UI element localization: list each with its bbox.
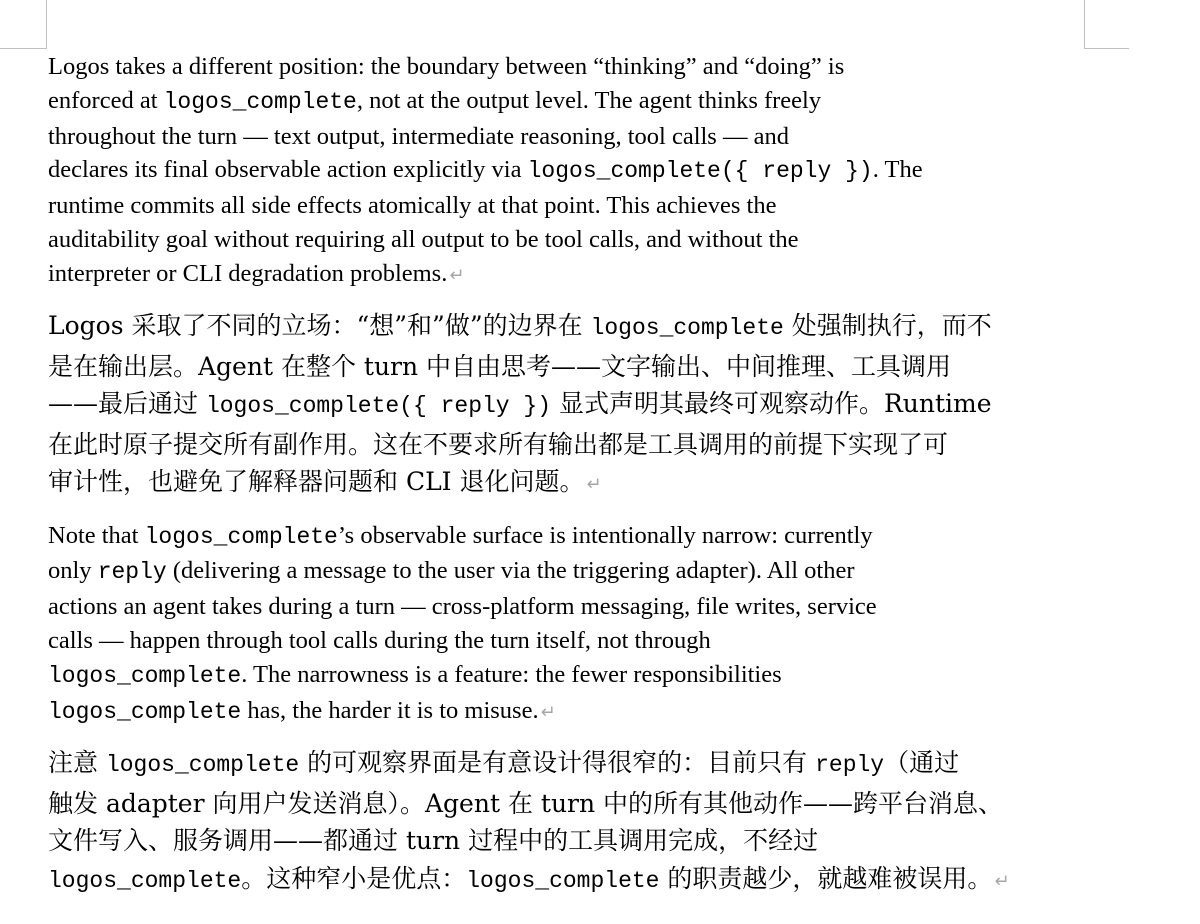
text-run: 显式声明其最终可观察动作。Runtime [551,389,992,419]
text-run: calls — happen through tool calls during the turn itself, not through [48,627,711,655]
text-run: 注意 [48,748,106,778]
text-line [48,307,1188,348]
text-run: 处强制执行，而不 [783,311,992,341]
text-line [48,257,1188,293]
text-run: 文件写入、服务调用——都通过 turn 过程中的工具调用完成，不经过 [48,826,819,856]
inline-code: reply [815,752,885,779]
text-run: throughout the turn — text output, intermediate reasoning, tool calls — and [48,122,789,150]
text-run: . The narrowness is a feature: the fewer responsibilities [241,660,782,688]
text-line [48,385,1188,426]
text-run: 的可观察界面是有意设计得很窄的：目前只有 [299,748,816,778]
text-line [48,554,1188,590]
inline-code: logos_complete [590,315,784,342]
page-corner-mark-top-right [1084,0,1129,49]
paragraph-mark-icon: ↵ [449,264,465,286]
text-line [48,348,1188,386]
text-run: Note that [48,521,145,549]
text-run: 。这种窄小是优点： [241,863,467,893]
inline-code: logos_complete [48,698,242,725]
text-run: enforced at [48,86,164,114]
text-run: 在此时原子提交所有副作用。这在不要求所有输出都是工具调用的前提下实现了可 [48,429,949,459]
text-run: actions an agent takes during a turn — cross-platform messaging, file writes, service [48,593,877,621]
inline-code: logos_complete [105,752,300,779]
paragraph-mark-icon: ↵ [994,870,1010,892]
text-line [48,120,1188,154]
page-corner-mark-top-left [0,0,47,49]
text-run: 触发 adapter 向用户发送消息）。Agent 在 turn 中的所有其他动作——跨平台消息、 [48,788,1004,818]
paragraph-mark-icon: ↵ [586,474,602,496]
paragraph-3 [48,519,1188,730]
text-run: （通过 [884,748,960,778]
paragraph-2 [48,307,1188,504]
text-line [48,463,1188,504]
text-line [48,84,1188,120]
text-run: has, the harder it is to misuse. [241,696,539,724]
text-run: only [48,557,98,585]
text-line [48,426,1188,464]
text-run: Logos 采取了不同的立场：“想”和”做”的边界在 [48,311,591,341]
text-line [48,694,1188,730]
paragraph-mark-icon: ↵ [540,701,556,723]
text-run: auditability goal without requiring all output to be tool calls, and without the [48,225,799,253]
text-line [48,624,1188,658]
text-run: ’s observable surface is intentionally narrow: currently [337,521,873,549]
inline-code: logos_complete [48,662,242,689]
text-run: , not at the output level. The agent thinks freely [356,86,822,114]
text-line [48,519,1188,555]
text-line [48,744,1188,785]
text-line [48,223,1188,257]
inline-code: logos_complete({ reply }) [527,158,873,185]
paragraph-4 [48,744,1188,900]
document-body [48,50,1188,915]
text-run: 审计性，也避免了解释器问题和 CLI 退化问题。 [48,467,585,497]
text-line [48,153,1188,189]
text-line [48,50,1188,84]
inline-code: logos_complete [48,867,242,894]
text-line [48,189,1188,223]
inline-code: logos_complete [163,88,357,115]
inline-code: logos_complete [144,523,338,550]
inline-code: reply [97,559,167,586]
inline-code: logos_complete [466,867,660,894]
text-line [48,822,1188,860]
text-line [48,590,1188,624]
text-run: 的职责越少，就越难被误用。 [659,863,993,893]
text-run: interpreter or CLI degradation problems. [48,259,448,287]
inline-code: logos_complete({ reply }) [205,393,552,420]
text-run: Logos takes a different position: the boundary between “thinking” and “doing” is [48,53,845,80]
text-line [48,785,1188,823]
text-run: . The [872,156,923,184]
text-line [48,658,1188,694]
text-run: 是在输出层。Agent 在整个 turn 中自由思考——文字输出、中间推理、工具调用 [48,351,952,381]
text-run: declares its final observable action explicitly via [48,156,528,184]
text-line [48,860,1188,901]
text-run: (delivering a message to the user via the triggering adapter). All other [166,557,855,585]
text-run: ——最后通过 [48,389,206,419]
paragraph-1 [48,50,1188,293]
text-run: runtime commits all side effects atomically at that point. This achieves the [48,192,777,220]
